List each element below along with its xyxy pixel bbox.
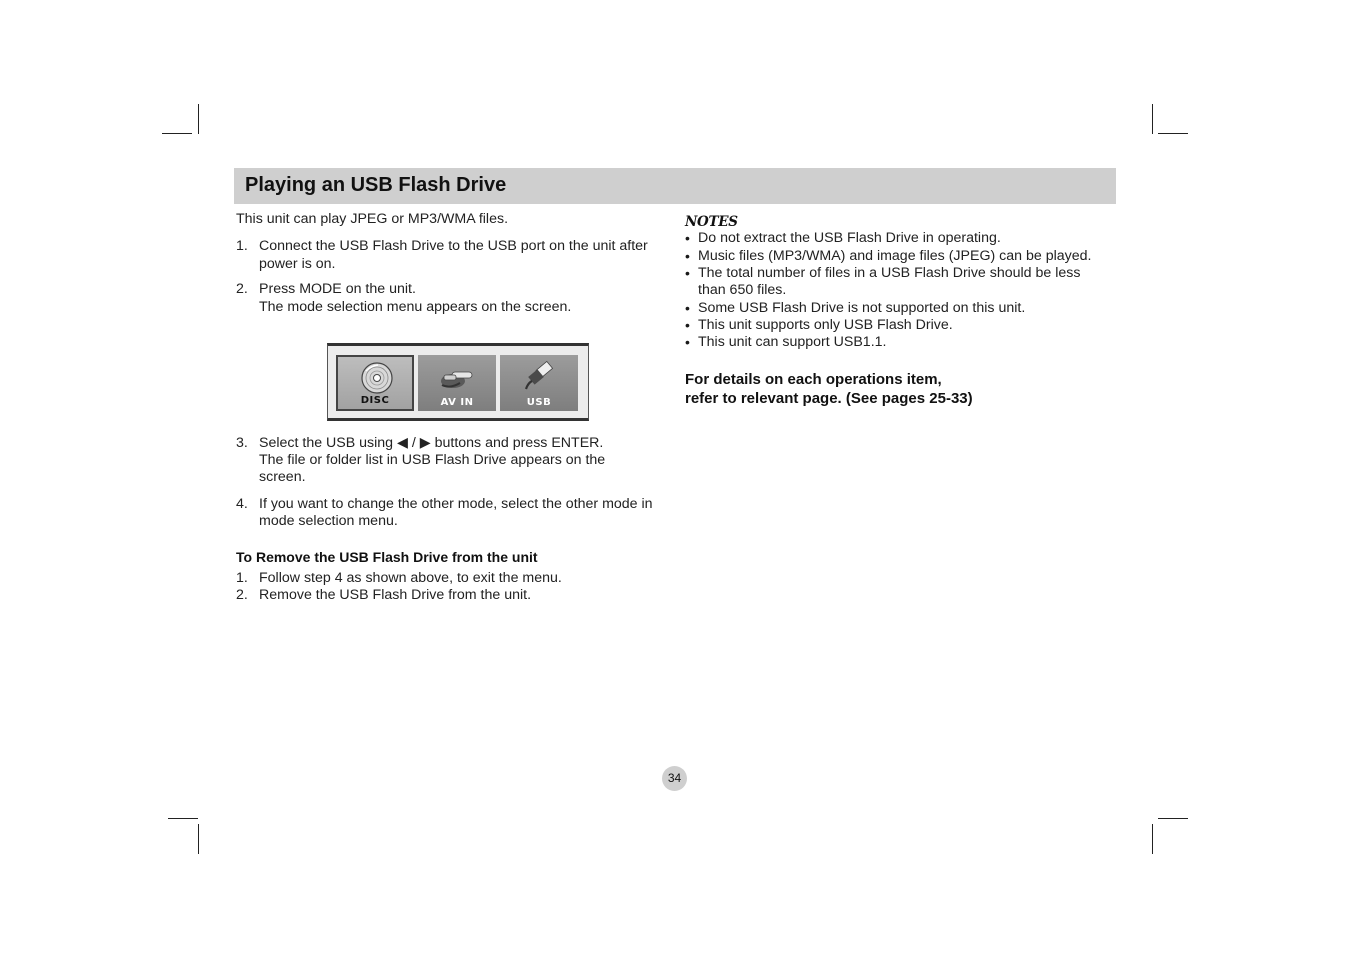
bullet-icon: • [685, 334, 690, 350]
note-item-continued: than 650 files. [698, 282, 787, 298]
usb-plug-icon [520, 359, 558, 393]
step-text: power is on. [259, 255, 336, 272]
note-item: This unit supports only USB Flash Drive. [698, 317, 953, 333]
remove-step-number: 2. [236, 587, 248, 603]
step-text: screen. [259, 469, 306, 485]
notes-heading: NOTES [685, 214, 738, 230]
mode-av-in-label: AV IN [440, 397, 474, 408]
page-title: Playing an USB Flash Drive [245, 174, 507, 196]
step-text: Press MODE on the unit. [259, 281, 416, 297]
step-text: The file or folder list in USB Flash Drive appears on the [259, 452, 606, 468]
title-bar [234, 168, 1116, 204]
note-item: Music files (MP3/WMA) and image files (JPEG) can be played. [698, 248, 1092, 264]
disc-icon [358, 361, 396, 395]
crop-mark [1158, 818, 1188, 819]
crop-mark [198, 824, 199, 854]
step-number: 2. [236, 281, 248, 297]
step-text: Select the USB using ◀ / ▶ buttons and press ENTER. [259, 435, 604, 451]
page-number-badge: 34 [662, 766, 687, 791]
bullet-icon: • [685, 248, 690, 264]
mode-usb-button[interactable] [500, 355, 578, 411]
intro-text: This unit can play JPEG or MP3/WMA files. [236, 211, 509, 227]
details-line: For details on each operations item, [685, 371, 942, 388]
bullet-icon: • [685, 230, 690, 246]
mode-selection-menu [327, 343, 589, 421]
remove-step-text: Remove the USB Flash Drive from the unit. [259, 587, 532, 603]
step-number: 1. [236, 238, 248, 254]
step-number: 3. [236, 435, 248, 451]
mode-disc-button[interactable] [336, 355, 414, 411]
bullet-icon: • [685, 317, 690, 333]
step-text: The mode selection menu appears on the screen. [259, 299, 572, 315]
crop-mark [1152, 824, 1153, 854]
details-line: refer to relevant page. (See pages 25-33) [685, 390, 973, 407]
remove-step-number: 1. [236, 570, 248, 586]
mode-av-in-button[interactable] [418, 355, 496, 411]
step-number: 4. [236, 496, 248, 512]
mode-disc-label: DISC [360, 395, 390, 406]
bullet-icon: • [685, 300, 690, 316]
mode-usb-label: USB [526, 397, 552, 408]
step-text: Connect the USB Flash Drive to the USB port on the unit after [259, 238, 648, 254]
remove-step-text: Follow step 4 as shown above, to exit the menu. [259, 570, 562, 586]
note-item: The total number of files in a USB Flash Drive should be less [698, 265, 1081, 281]
crop-mark [1158, 133, 1188, 134]
step-text: If you want to change the other mode, select the other mode in [259, 496, 653, 512]
note-item: Some USB Flash Drive is not supported on this unit. [698, 300, 1026, 316]
crop-mark [162, 133, 192, 134]
note-item: This unit can support USB1.1. [698, 334, 887, 350]
crop-mark [1152, 104, 1153, 134]
crop-mark [198, 104, 199, 134]
details-reference [685, 370, 973, 408]
step-text: mode selection menu. [259, 513, 398, 529]
bullet-icon: • [685, 265, 690, 281]
remove-section-heading: To Remove the USB Flash Drive from the unit [236, 549, 538, 565]
note-item: Do not extract the USB Flash Drive in operating. [698, 230, 1001, 246]
av-cable-icon [438, 359, 476, 393]
crop-mark [168, 818, 198, 819]
